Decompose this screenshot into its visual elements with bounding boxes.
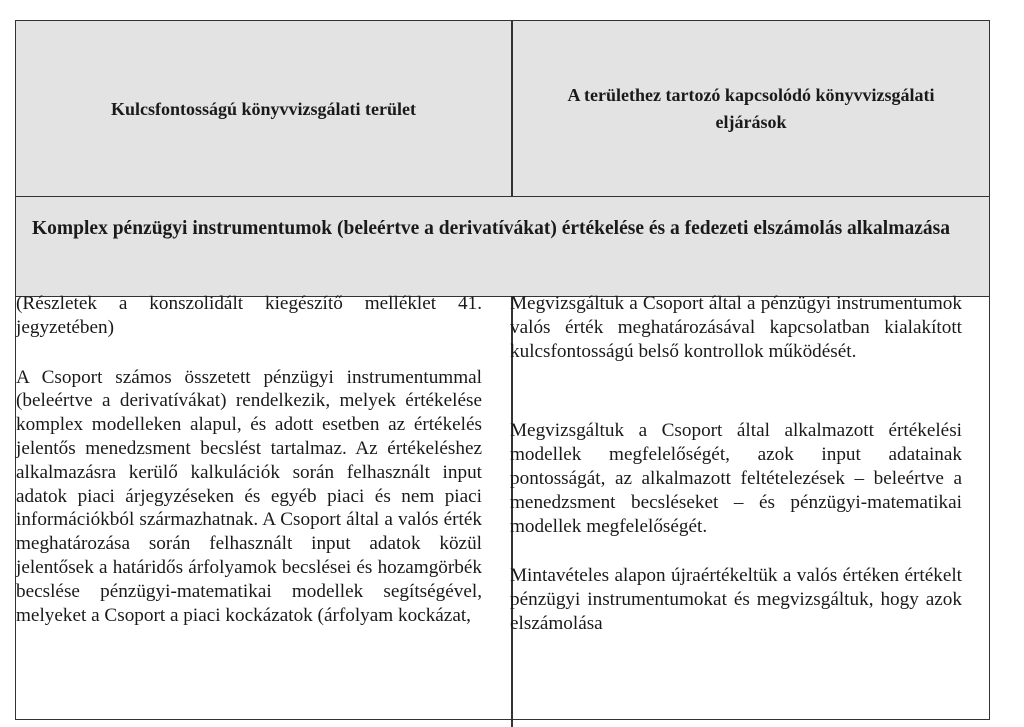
left-column-text bbox=[16, 292, 482, 627]
table-header-row bbox=[16, 21, 989, 197]
right-paragraph-revaluation: Mintavételes alapon újraértékeltük a valós értéken értékelt pénzügyi instrumentumokat és megvizsgáltuk, hogy azok elszámolása bbox=[510, 565, 962, 634]
section-title-row: Komplex pénzügyi instrumentumok (beleértve a derivatívákat) értékelése és a fedezeti elszámolás alkalmazása bbox=[16, 197, 989, 297]
right-paragraph-models: Megvizsgáltuk a Csoport által alkalmazott értékelési modellek megfelelőségét, azok input adatainak pontosságát, az alkalmazott feltételezések – beleértve a menedzsment becsléseket – és pénzügyi-matematikai modellek megfelelőségét. bbox=[510, 420, 962, 537]
right-paragraph-controls: Megvizsgáltuk a Csoport által a pénzügyi instrumentumok valós érték meghatározásával kapcsolatban kialakított kulcsfontosságú belső kontrollok működését. bbox=[510, 293, 962, 362]
left-paragraph-reference: (Részletek a konszolidált kiegészítő melléklet 41. jegyzetében) bbox=[16, 293, 482, 338]
left-paragraph-description: A Csoport számos összetett pénzügyi instrumentummal (beleértve a derivatívákat) rendelkezik, melyek értékelése komplex modelleken alapul, és adott esetben az értékelés jelentős menedzsment becslést tartalmaz. Az értékeléshez alkalmazásra kerülő kalkulációk során felhasznált input adatok piaci árjegyzéseken és egyéb piaci és nem piaci információkból származhatnak. A Csoport által a valós érték meghatározása során felhasznált input adatok közül jelentősek a határidős árfolyamok becslései és hozamgörbék becslése pénzügyi-matematikai modellek segítségével, melyeket a Csoport a piaci kockázatok (árfolyam kockázat, bbox=[16, 366, 482, 626]
right-column-text bbox=[510, 292, 962, 636]
header-audit-procedures: A területhez tartozó kapcsolódó könyvvizsgálati eljárások bbox=[567, 85, 935, 132]
header-key-audit-matter: Kulcsfontosságú könyvvizsgálati terület bbox=[110, 98, 416, 119]
